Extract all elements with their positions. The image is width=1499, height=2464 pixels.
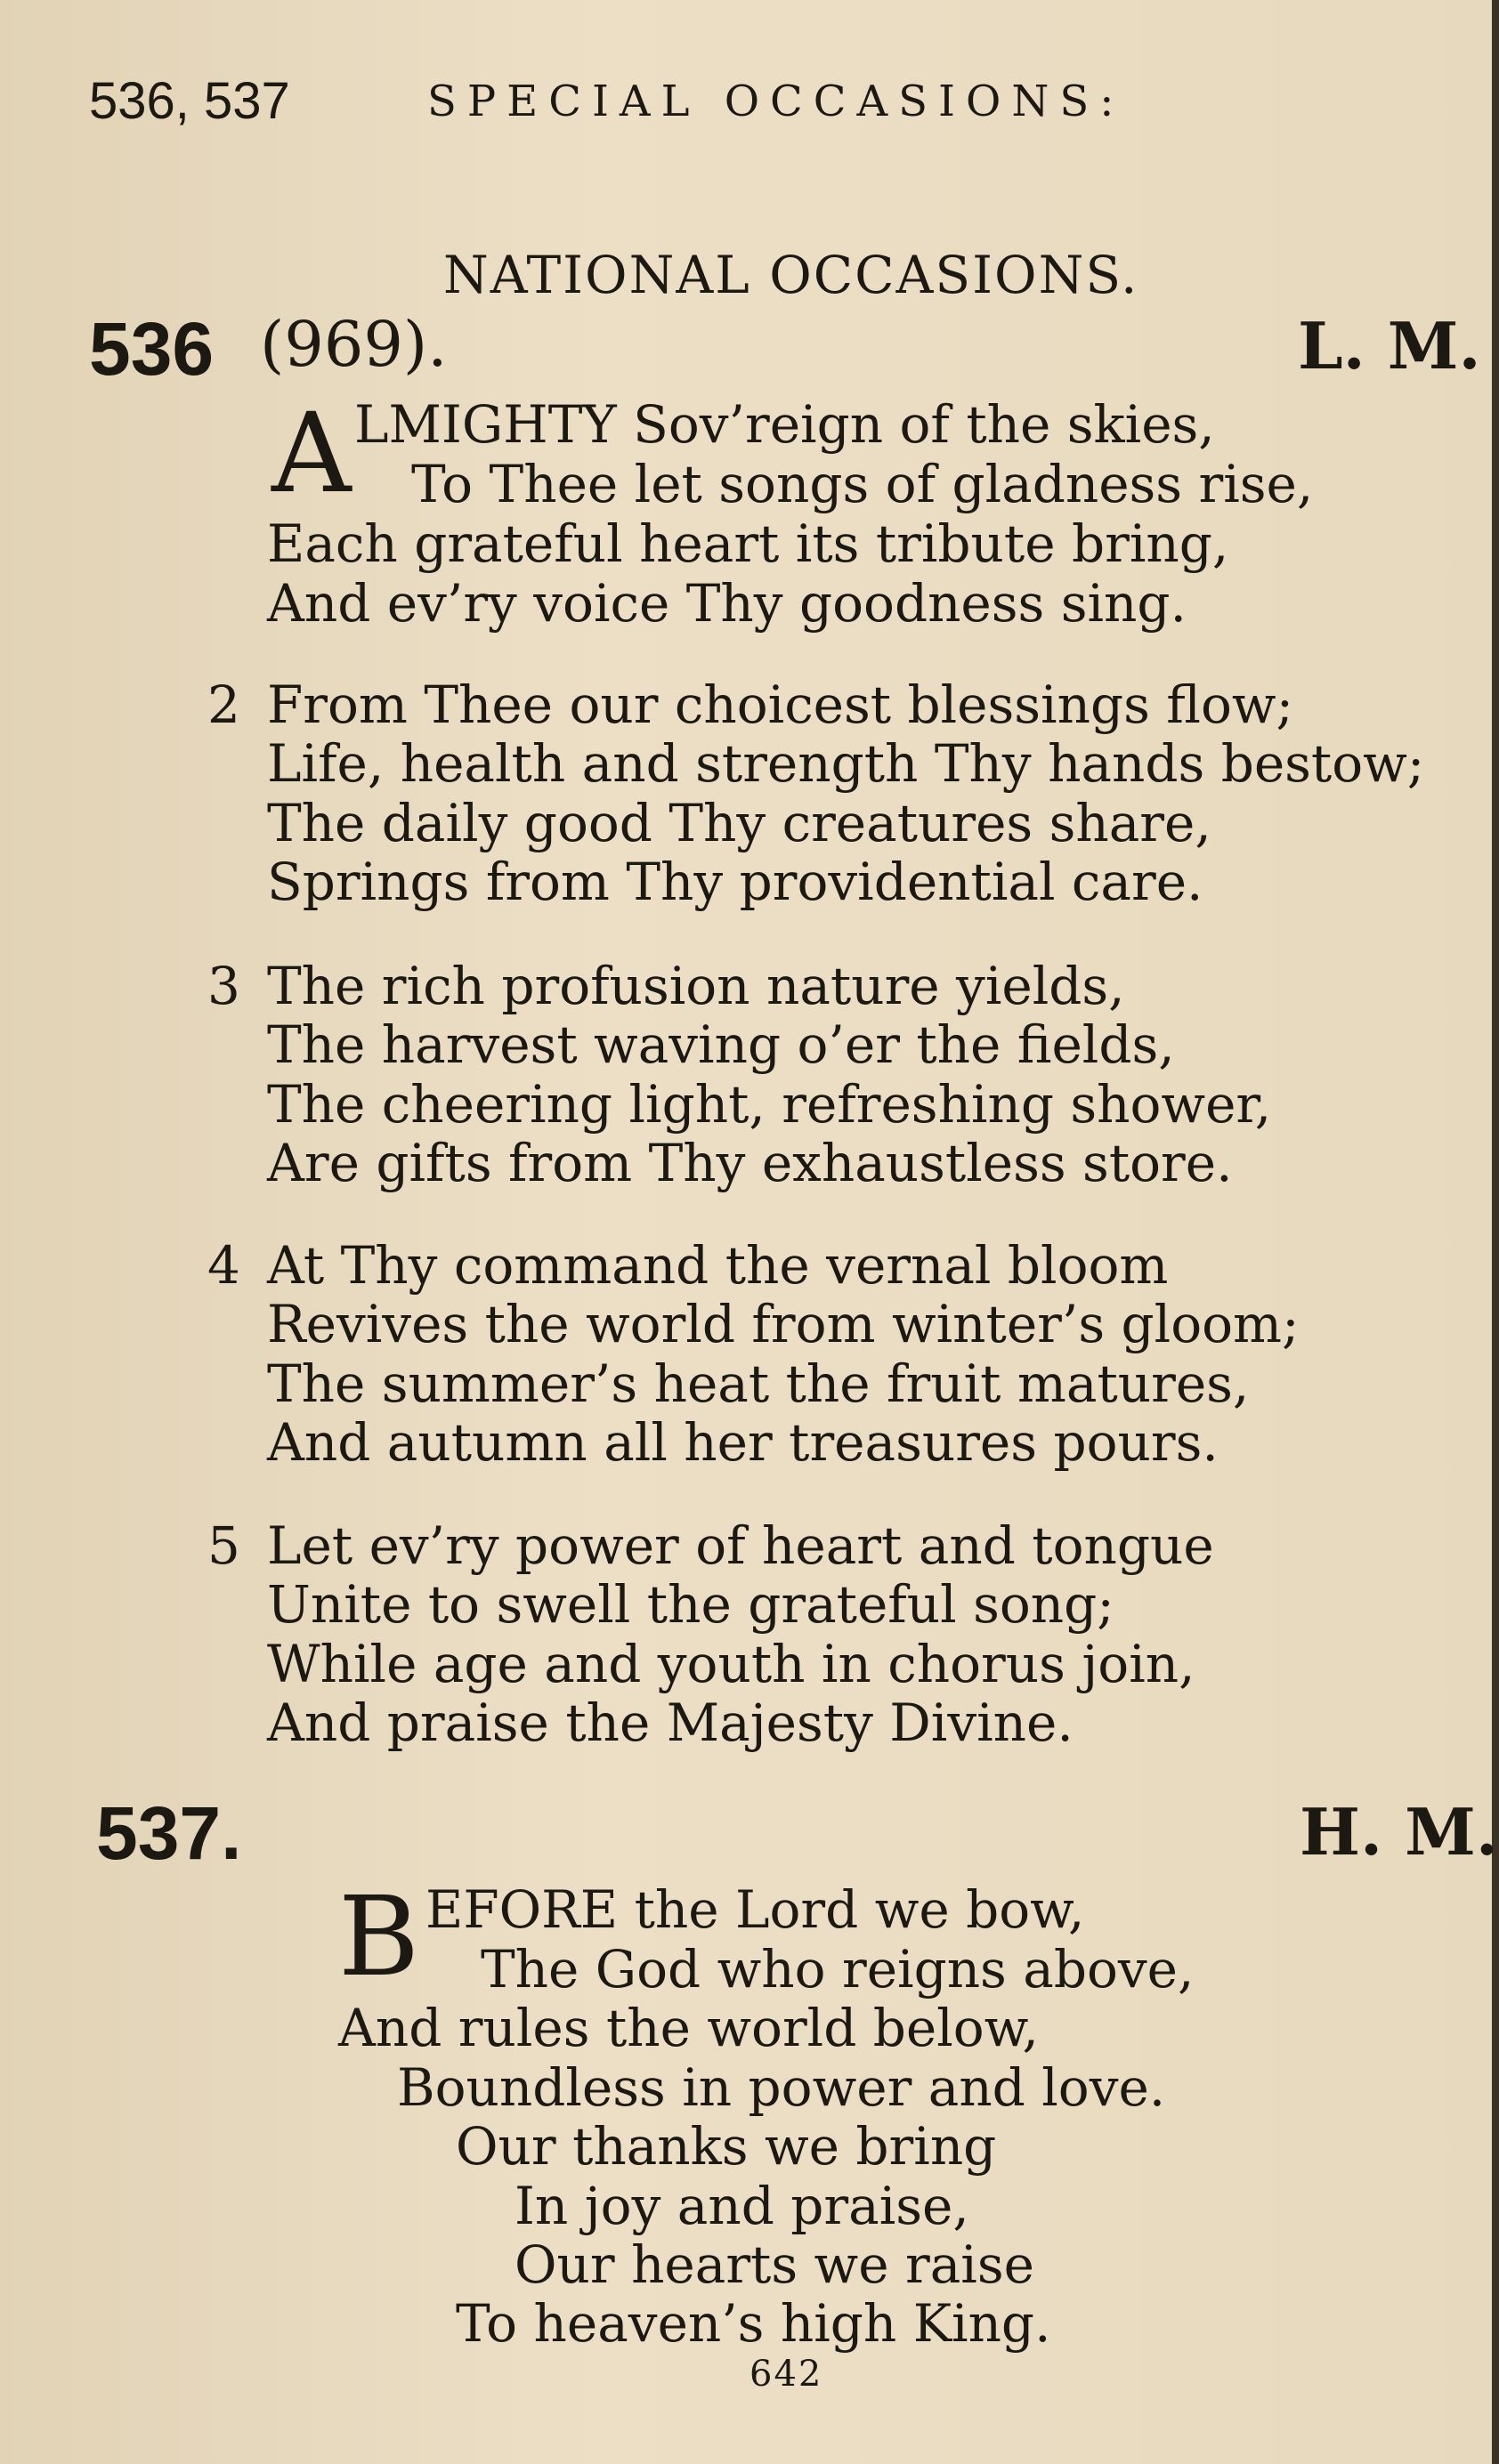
section-title: NATIONAL OCCASIONS. [443,245,1139,305]
verse-number: 3 [207,956,240,1016]
verse-line: Are gifts from Thy exhaustless store. [267,1133,1233,1193]
verse-line: And rules the world below, [338,1998,1039,2058]
verse-line: Our hearts we raise [515,2234,1034,2295]
verse-line: To heaven’s high King. [456,2293,1051,2354]
verse-line: Revives the world from winter’s gloom; [267,1294,1300,1354]
verse-line: The daily good Thy creatures share, [267,793,1211,853]
verse-line: Boundless in power and love. [397,2057,1166,2118]
page-number: 642 [750,2354,823,2395]
verse-line: From Thee our choicest blessings flow; [267,675,1294,735]
verse-line: The rich profusion nature yields, [267,956,1125,1016]
verse-line: The summer’s heat the fruit matures, [267,1353,1250,1414]
verse-line: The cheering light, refreshing shower, [267,1074,1272,1135]
hymn-number: 536 [89,307,215,391]
header-hymn-numbers: 536, 537 [89,72,290,130]
drop-cap-letter: A [271,390,352,518]
verse-number: 5 [207,1515,240,1576]
verse-line: Life, health and strength Thy hands bestow; [267,733,1425,794]
verse-line: Springs from Thy providential care. [267,852,1203,912]
verse-line: And ev’ry voice Thy goodness sing. [267,573,1187,634]
page-spine-edge [1492,0,1499,2464]
hymn-alt-number: (969). [260,308,448,381]
verse-line: Let ev’ry power of heart and tongue [267,1515,1214,1576]
verse-line: EFORE the Lord we bow, [425,1879,1085,1940]
hymn-meter: H. M. [1300,1794,1498,1870]
hymn-number: 537. [96,1791,242,1875]
verse-line: While age and youth in chorus join, [267,1634,1195,1694]
hymn-meter: L. M. [1298,308,1481,384]
verse-line: And praise the Majesty Divine. [267,1692,1074,1753]
verse-line: Each grateful heart its tribute bring, [267,513,1229,574]
verse-line: The God who reigns above, [481,1939,1195,1999]
drop-cap-letter: B [338,1873,420,2001]
verse-line: LMIGHTY Sov’reign of the skies, [354,394,1215,455]
running-header-title: SPECIAL OCCASIONS: [427,77,1125,126]
verse-line: Unite to swell the grateful song; [267,1574,1114,1635]
verse-line: In joy and praise, [515,2176,969,2236]
verse-number: 4 [207,1235,240,1296]
verse-number: 2 [207,675,240,735]
verse-line: At Thy command the vernal bloom [267,1235,1169,1296]
verse-line: To Thee let songs of gladness rise, [411,454,1314,514]
verse-line: And autumn all her treasures pours. [267,1412,1219,1473]
verse-line: Our thanks we bring [456,2116,997,2177]
verse-line: The harvest waving o’er the fields, [267,1014,1175,1075]
